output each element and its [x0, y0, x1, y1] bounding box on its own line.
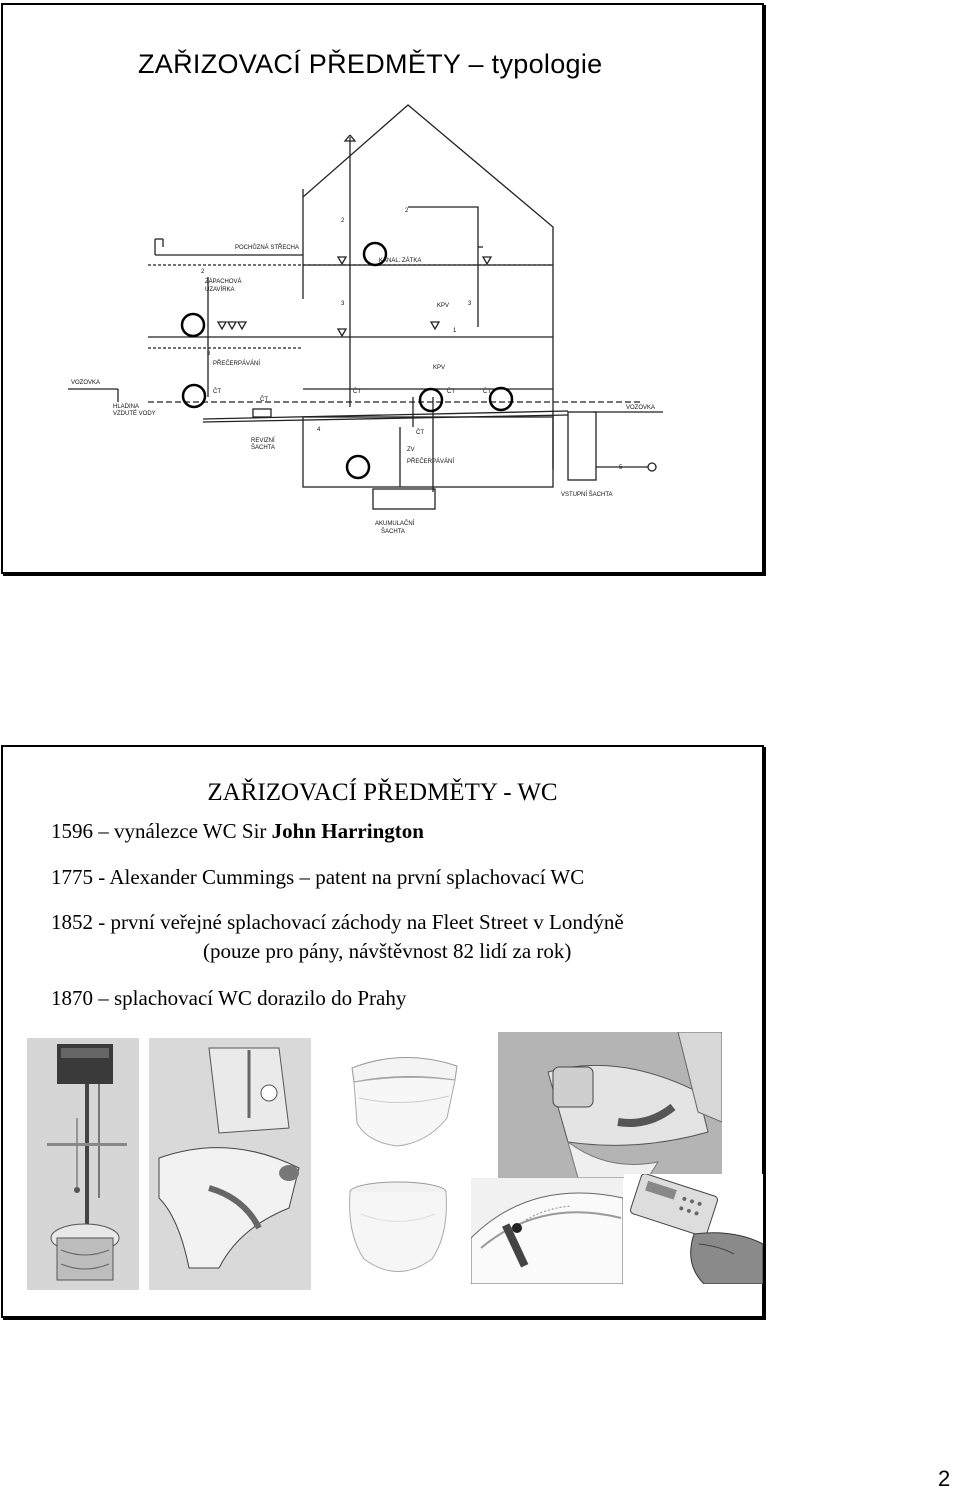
building-drainage-diagram — [63, 97, 663, 542]
label-revizni: REVIZNÍ — [251, 438, 275, 444]
slide-title: ZAŘIZOVACÍ PŘEDMĚTY - WC — [207, 779, 558, 806]
slide-title: ZAŘIZOVACÍ PŘEDMĚTY – typologie — [138, 49, 603, 79]
page-number: 2 — [938, 1466, 951, 1491]
cutaway-toilet-photo — [149, 1038, 311, 1290]
label-kpv2: KPV — [433, 365, 446, 371]
label-vozovka-left: VOZOVKA — [71, 380, 101, 386]
wall-hung-toilet-photo — [337, 1038, 469, 1158]
label-hladina: HLADINA — [113, 404, 140, 410]
label-ct6: ČT — [416, 430, 424, 436]
label-zapach: ZÁPACHOVÁ — [205, 279, 242, 285]
modern-toilet-photo — [339, 1174, 457, 1284]
label-n5: 5 — [619, 465, 623, 471]
label-n3c: 3 — [207, 351, 211, 357]
label-n2c: 2 — [201, 269, 205, 275]
victorian-toilet-photo — [27, 1038, 139, 1290]
label-kpv1: KPV — [437, 303, 450, 309]
label-n2a: 2 — [341, 218, 345, 224]
smart-seat-photo — [498, 1032, 722, 1178]
label-ct3: ČT — [353, 389, 361, 395]
slide-wc-history — [1, 745, 764, 1318]
history-line-1870: 1870 – splachovací WC dorazilo do Prahy — [51, 986, 407, 1010]
history-line-1775: 1775 - Alexander Cummings – patent na první splachovací WC — [51, 865, 585, 889]
label-akumulacni: AKUMULAČNÍ — [375, 521, 415, 527]
remote-control-photo — [624, 1174, 763, 1284]
label-ct4: ČT — [447, 389, 455, 395]
label-zv: ZV — [407, 447, 415, 453]
label-precerpavani1: PŘEČERPÁVÁNÍ — [213, 361, 261, 367]
line-1596-name: John Harrington — [271, 819, 424, 843]
label-precerpavani2: PŘEČERPÁVÁNÍ — [407, 459, 455, 465]
label-vzdute: VZDUTÉ VODY — [113, 411, 156, 417]
bidet-nozzle-photo — [471, 1178, 623, 1284]
label-n4: 4 — [317, 427, 321, 433]
label-kanal: KANAL. ZÁTKA — [379, 258, 422, 264]
label-sachta1: ŠACHTA — [251, 445, 275, 451]
label-roof: POCHŮZNÁ STŘECHA — [235, 245, 300, 251]
history-line-1596 — [51, 819, 424, 844]
label-ct2: ČT — [260, 397, 268, 403]
label-n3b: 3 — [468, 301, 472, 307]
label-n3a: 3 — [341, 301, 345, 307]
label-ct1: ČT — [213, 389, 221, 395]
label-n2b: 2 — [405, 208, 409, 214]
history-line-1852: 1852 - první veřejné splachovací záchody na Fleet Street v Londýně — [51, 910, 624, 934]
label-ct5: ČT — [483, 389, 491, 395]
label-n1: 1 — [453, 328, 457, 334]
slide-typologie — [1, 3, 764, 574]
label-vozovka-right: VOZOVKA — [626, 405, 656, 411]
history-line-1852-note: (pouze pro pány, návštěvnost 82 lidí za rok) — [203, 939, 572, 963]
line-1596-text: 1596 – vynálezce WC Sir — [51, 819, 272, 843]
label-vstupni: VSTUPNÍ ŠACHTA — [561, 492, 613, 498]
label-uzaviraka: UZAVÍRKA — [205, 287, 235, 293]
label-sachta2: ŠACHTA — [381, 529, 405, 535]
